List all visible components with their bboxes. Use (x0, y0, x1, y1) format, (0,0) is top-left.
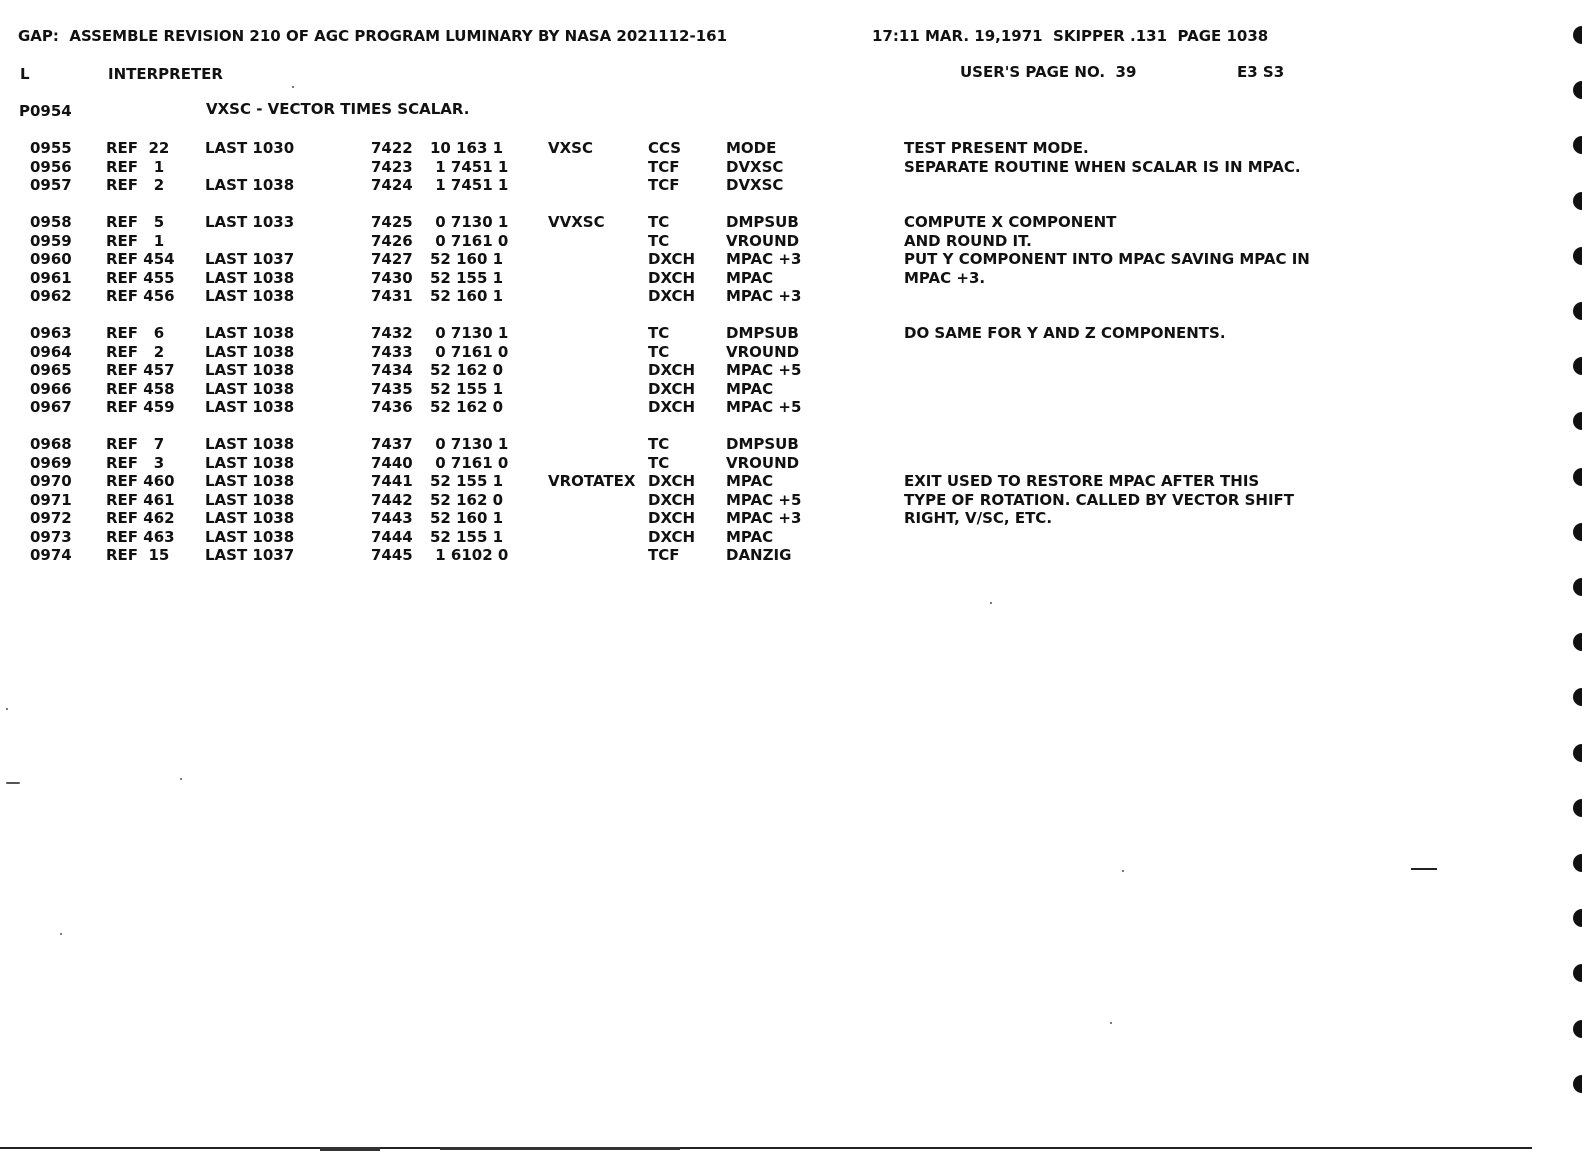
operand: MPAC +3 (726, 287, 802, 305)
line-number: 0972 (30, 509, 72, 527)
feed-hole (1573, 799, 1582, 817)
last-field: LAST 1038 (205, 361, 295, 379)
last-field: LAST 1038 (205, 509, 295, 527)
last-field: LAST 1038 (205, 454, 295, 472)
line-number: 0959 (30, 232, 72, 250)
feed-hole (1573, 688, 1582, 706)
last-field: LAST 1037 (205, 546, 295, 564)
last-field: LAST 1038 (205, 491, 295, 509)
print-smudge (440, 1147, 680, 1150)
operand: MPAC (726, 472, 774, 490)
feed-hole (1573, 302, 1582, 320)
ref-field: REF 455 (106, 269, 175, 287)
feed-hole (1573, 136, 1582, 154)
opcode: TC (648, 324, 670, 342)
address-field: 7425 (371, 213, 413, 231)
opcode: DXCH (648, 472, 696, 490)
address-field: 7426 (371, 232, 413, 250)
object-code: 52 162 0 (430, 398, 504, 416)
paper-speck (6, 708, 8, 710)
ref-field: REF 462 (106, 509, 175, 527)
line-number: 0974 (30, 546, 72, 564)
line-number: 0958 (30, 213, 72, 231)
object-code: 10 163 1 (430, 139, 504, 157)
title-line-text: VXSC - VECTOR TIMES SCALAR. (206, 100, 470, 118)
operand: MPAC +5 (726, 398, 802, 416)
line-number: 0973 (30, 528, 72, 546)
symbol-label: VROTATEX (548, 472, 636, 490)
address-field: 7422 (371, 139, 413, 157)
address-field: 7441 (371, 472, 413, 490)
feed-hole (1573, 247, 1582, 265)
object-code: 0 7161 0 (430, 232, 509, 250)
line-number: 0957 (30, 176, 72, 194)
comment: RIGHT, V/SC, ETC. (904, 509, 1053, 527)
feed-hole (1573, 81, 1582, 99)
comment: MPAC +3. (904, 269, 986, 287)
object-code: 0 7161 0 (430, 343, 509, 361)
opcode: TCF (648, 176, 680, 194)
address-field: 7436 (371, 398, 413, 416)
symbol-label: VVXSC (548, 213, 605, 231)
operand: MPAC (726, 528, 774, 546)
paper-speck (1122, 870, 1124, 872)
address-field: 7445 (371, 546, 413, 564)
opcode: TC (648, 343, 670, 361)
comment: EXIT USED TO RESTORE MPAC AFTER THIS (904, 472, 1260, 490)
paper-speck (1110, 1022, 1112, 1024)
paper-speck (180, 778, 182, 780)
opcode: DXCH (648, 398, 696, 416)
address-field: 7442 (371, 491, 413, 509)
address-field: 7424 (371, 176, 413, 194)
last-field: LAST 1038 (205, 398, 295, 416)
ref-field: REF 2 (106, 343, 165, 361)
comment: TYPE OF ROTATION. CALLED BY VECTOR SHIFT (904, 491, 1295, 509)
opcode: DXCH (648, 287, 696, 305)
comment: COMPUTE X COMPONENT (904, 213, 1117, 231)
address-field: 7434 (371, 361, 413, 379)
address-field: 7440 (371, 454, 413, 472)
operand: DMPSUB (726, 435, 799, 453)
operand: MPAC +3 (726, 509, 802, 527)
address-field: 7443 (371, 509, 413, 527)
opcode: TCF (648, 546, 680, 564)
object-code: 0 7130 1 (430, 435, 509, 453)
ref-field: REF 459 (106, 398, 175, 416)
address-field: 7427 (371, 250, 413, 268)
paper-speck (292, 86, 294, 88)
header-title: GAP: ASSEMBLE REVISION 210 OF AGC PROGRAM LUMINARY BY NASA 2021112-161 (18, 27, 728, 45)
feed-hole (1573, 854, 1582, 872)
address-field: 7444 (371, 528, 413, 546)
address-field: 7431 (371, 287, 413, 305)
title-line-number: P0954 (19, 102, 72, 120)
object-code: 52 155 1 (430, 269, 504, 287)
line-number: 0970 (30, 472, 72, 490)
address-field: 7430 (371, 269, 413, 287)
object-code: 52 155 1 (430, 380, 504, 398)
object-code: 52 160 1 (430, 509, 504, 527)
feed-hole (1573, 357, 1582, 375)
feed-hole (1573, 578, 1582, 596)
operand: MPAC +5 (726, 361, 802, 379)
line-number: 0962 (30, 287, 72, 305)
operand: MPAC +3 (726, 250, 802, 268)
operand: MODE (726, 139, 777, 157)
object-code: 1 7451 1 (430, 176, 509, 194)
opcode: DXCH (648, 269, 696, 287)
feed-hole (1573, 523, 1582, 541)
line-number: 0964 (30, 343, 72, 361)
paper-speck (990, 602, 992, 604)
section-name: INTERPRETER (108, 65, 223, 83)
line-number: 0956 (30, 158, 72, 176)
operand: MPAC (726, 269, 774, 287)
ref-field: REF 458 (106, 380, 175, 398)
last-field: LAST 1038 (205, 343, 295, 361)
line-number: 0967 (30, 398, 72, 416)
last-field: LAST 1038 (205, 528, 295, 546)
ref-field: REF 1 (106, 232, 165, 250)
opcode: TC (648, 454, 670, 472)
address-field: 7423 (371, 158, 413, 176)
object-code: 1 7451 1 (430, 158, 509, 176)
operand: VROUND (726, 232, 800, 250)
object-code: 52 155 1 (430, 528, 504, 546)
line-number: 0961 (30, 269, 72, 287)
line-number: 0960 (30, 250, 72, 268)
ref-field: REF 5 (106, 213, 165, 231)
ref-field: REF 7 (106, 435, 165, 453)
tractor-feed-holes (1573, 0, 1582, 1167)
ref-field: REF 15 (106, 546, 170, 564)
opcode: CCS (648, 139, 682, 157)
feed-hole (1573, 192, 1582, 210)
operand: DMPSUB (726, 213, 799, 231)
opcode: DXCH (648, 380, 696, 398)
paper-speck (60, 933, 62, 935)
object-code: 52 162 0 (430, 491, 504, 509)
address-field: 7433 (371, 343, 413, 361)
address-field: 7432 (371, 324, 413, 342)
feed-hole (1573, 26, 1582, 44)
comment: DO SAME FOR Y AND Z COMPONENTS. (904, 324, 1226, 342)
ref-field: REF 461 (106, 491, 175, 509)
ref-field: REF 456 (106, 287, 175, 305)
line-number: 0965 (30, 361, 72, 379)
line-number: 0966 (30, 380, 72, 398)
user-page-number: USER'S PAGE NO. 39 (960, 63, 1137, 81)
ref-field: REF 454 (106, 250, 175, 268)
paper-speck (6, 782, 20, 784)
object-code: 52 160 1 (430, 250, 504, 268)
opcode: DXCH (648, 491, 696, 509)
opcode: TC (648, 435, 670, 453)
operand: DVXSC (726, 158, 784, 176)
feed-hole (1573, 964, 1582, 982)
object-code: 0 7130 1 (430, 324, 509, 342)
section-code: L (20, 65, 30, 83)
page-bottom-rule (0, 1147, 1532, 1149)
address-field: 7435 (371, 380, 413, 398)
last-field: LAST 1038 (205, 176, 295, 194)
ref-field: REF 2 (106, 176, 165, 194)
print-smudge (320, 1147, 380, 1151)
last-field: LAST 1030 (205, 139, 295, 157)
opcode: DXCH (648, 528, 696, 546)
operand: MPAC +5 (726, 491, 802, 509)
object-code: 1 6102 0 (430, 546, 509, 564)
address-field: 7437 (371, 435, 413, 453)
feed-hole (1573, 744, 1582, 762)
header-timestamp: 17:11 MAR. 19,1971 SKIPPER .131 PAGE 1038 (872, 27, 1269, 45)
opcode: TCF (648, 158, 680, 176)
line-number: 0969 (30, 454, 72, 472)
ref-field: REF 457 (106, 361, 175, 379)
line-number: 0963 (30, 324, 72, 342)
object-code: 52 162 0 (430, 361, 504, 379)
ref-field: REF 463 (106, 528, 175, 546)
sheet-code: E3 S3 (1237, 63, 1285, 81)
feed-hole (1573, 412, 1582, 430)
last-field: LAST 1038 (205, 269, 295, 287)
opcode: TC (648, 213, 670, 231)
operand: DVXSC (726, 176, 784, 194)
ref-field: REF 3 (106, 454, 165, 472)
object-code: 52 160 1 (430, 287, 504, 305)
last-field: LAST 1033 (205, 213, 295, 231)
object-code: 0 7130 1 (430, 213, 509, 231)
opcode: TC (648, 232, 670, 250)
operand: DMPSUB (726, 324, 799, 342)
last-field: LAST 1037 (205, 250, 295, 268)
line-number: 0955 (30, 139, 72, 157)
operand: VROUND (726, 454, 800, 472)
last-field: LAST 1038 (205, 287, 295, 305)
opcode: DXCH (648, 361, 696, 379)
comment: TEST PRESENT MODE. (904, 139, 1089, 157)
opcode: DXCH (648, 250, 696, 268)
feed-hole (1573, 909, 1582, 927)
line-number: 0968 (30, 435, 72, 453)
operand: VROUND (726, 343, 800, 361)
feed-hole (1573, 633, 1582, 651)
stray-mark (1411, 868, 1437, 870)
last-field: LAST 1038 (205, 380, 295, 398)
symbol-label: VXSC (548, 139, 593, 157)
operand: MPAC (726, 380, 774, 398)
opcode: DXCH (648, 509, 696, 527)
ref-field: REF 22 (106, 139, 170, 157)
operand: DANZIG (726, 546, 792, 564)
last-field: LAST 1038 (205, 324, 295, 342)
comment: AND ROUND IT. (904, 232, 1032, 250)
comment: SEPARATE ROUTINE WHEN SCALAR IS IN MPAC. (904, 158, 1301, 176)
last-field: LAST 1038 (205, 472, 295, 490)
object-code: 52 155 1 (430, 472, 504, 490)
feed-hole (1573, 468, 1582, 486)
last-field: LAST 1038 (205, 435, 295, 453)
feed-hole (1573, 1075, 1582, 1093)
object-code: 0 7161 0 (430, 454, 509, 472)
line-number: 0971 (30, 491, 72, 509)
ref-field: REF 1 (106, 158, 165, 176)
comment: PUT Y COMPONENT INTO MPAC SAVING MPAC IN (904, 250, 1310, 268)
ref-field: REF 460 (106, 472, 175, 490)
feed-hole (1573, 1020, 1582, 1038)
ref-field: REF 6 (106, 324, 165, 342)
